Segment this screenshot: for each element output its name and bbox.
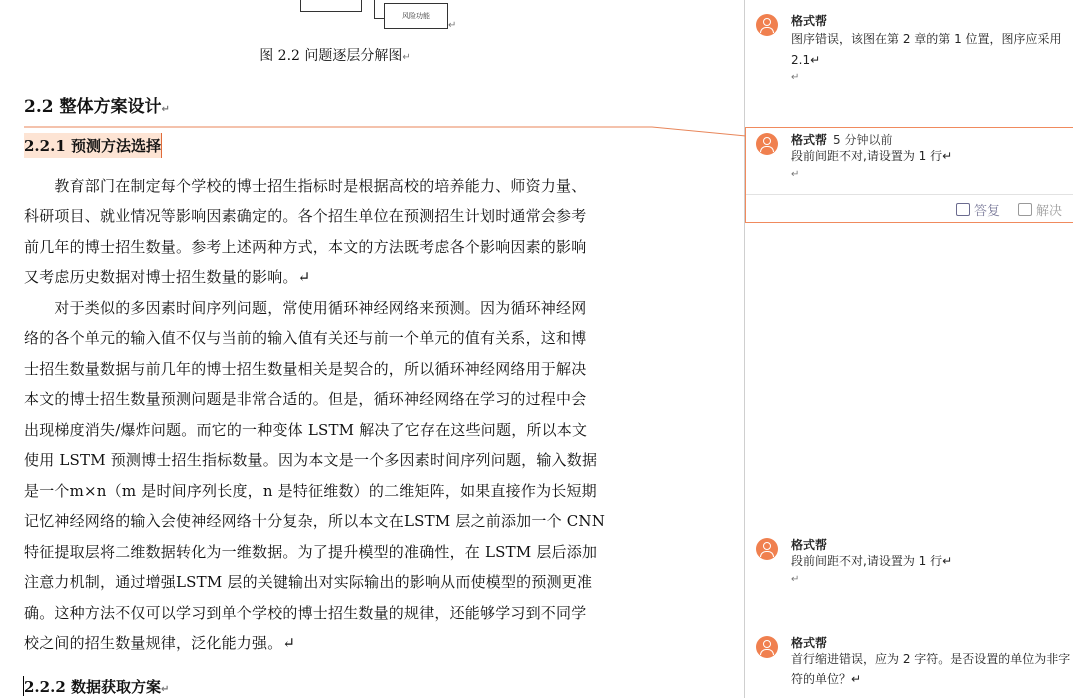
avatar [756, 133, 778, 155]
comment-text: 图序错误，该图在第 2 章的第 1 位置，图序应采用 2.1↵ [791, 32, 1062, 67]
figure-caption-text: 图 2.2 问题逐层分解图 [259, 48, 403, 64]
section-heading-text: 2.2 整体方案设计 [24, 97, 162, 117]
body-text-line[interactable]: 确。这种方法不仅可以学习到单个学校的博士招生数量的规律，还能够学习到不同学 [24, 604, 587, 622]
subsection-heading-text: 2.2.2 数据获取方案 [24, 678, 161, 696]
body-text-line[interactable]: 士招生数量数据与前几年的博士招生数量相关是契合的，所以循环神经网络用于解决 [24, 360, 587, 378]
comment-author-name: 格式帮 [791, 133, 828, 147]
body-text-line[interactable]: 注意力机制，通过增强LSTM 层的关键输出对实际输出的影响从而使模型的预测更准 [24, 573, 593, 591]
divider [746, 194, 1073, 195]
comment-timestamp: 5 分钟以前 [833, 133, 893, 147]
reply-icon [956, 203, 970, 216]
body-text-line[interactable]: 出现梯度消失/爆炸问题。而它的一种变体 LSTM 解决了它存在这些问题，所以本文 [24, 421, 588, 439]
diagram-box-risk-function: 风险功能 [384, 3, 448, 29]
body-text-line[interactable]: 是一个m×n（m 是时间序列长度，n 是特征维数）的二维矩阵，如果直接作为长短期 [24, 482, 597, 500]
body-text-line[interactable]: 使用 LSTM 预测博士招生指标数量。因为本文是一个多因素时间序列问题，输入数据 [24, 451, 598, 469]
diagram-box [300, 0, 362, 12]
comment-text: 首行缩进错误，应为 2 字符。是否设置的单位为非字符的单位？↵ [791, 652, 1071, 686]
body-text-line[interactable]: 本文的博士招生数量预测问题是非常合适的。但是，循环神经网络在学习的过程中会 [24, 390, 587, 408]
section-heading-2-2[interactable] [24, 92, 170, 117]
comment-author: 格式帮 [791, 538, 828, 552]
body-text-line[interactable]: 记忆神经网络的输入会使神经网络十分复杂，所以本文在LSTM 层之前添加一个 CNN [24, 512, 606, 530]
avatar [756, 636, 778, 658]
body-text-line[interactable]: 络的各个单元的输入值不仅与当前的输入值有关还与前一个单元的值有关系，这和博 [24, 329, 587, 347]
avatar [756, 14, 778, 36]
diagram-connector-line [374, 0, 375, 18]
subsection-heading-text: 2.2.1 预测方法选择 [24, 137, 161, 155]
body-text-line[interactable]: 教育部门在制定每个学校的博士招生指标时是根据高校的培养能力、师资力量、 [24, 177, 587, 195]
body-text-line[interactable]: 对于类似的多因素时间序列问题，常使用循环神经网络来预测。因为循环神经网 [24, 299, 587, 317]
paragraph-mark: ↵ [791, 72, 800, 83]
comment-author: 格式帮 [791, 636, 828, 650]
body-text-line[interactable]: 科研项目、就业情况等影响因素确定的。各个招生单位在预测招生计划时通常会参考 [24, 207, 587, 225]
comment-author: 格式帮 [791, 14, 828, 28]
paragraph-mark: ↵ [161, 104, 170, 115]
body-text-line[interactable]: 又考虑历史数据对博士招生数量的影响。↵ [24, 268, 311, 286]
resolve-label: 解决 [1036, 204, 1063, 219]
diagram-connector-line [374, 18, 384, 19]
body-text-line[interactable]: 特征提取层将二维数据转化为一维数据。为了提升模型的准确性，在 LSTM 层后添加 [24, 543, 598, 561]
body-text-line[interactable]: 前几年的博士招生数量。参考上述两种方式，本文的方法既考虑各个影响因素的影响 [24, 238, 587, 256]
subsection-heading-2-2-2[interactable] [24, 676, 169, 697]
comment-margin-pane [744, 0, 1074, 698]
paragraph-mark: ↵ [402, 52, 411, 63]
paragraph-mark: ↵ [791, 574, 800, 585]
comment-text: 段前间距不对,请设置为 1 行↵ [791, 149, 953, 163]
resolve-button[interactable] [1018, 200, 1062, 219]
reply-label: 答复 [974, 204, 1001, 219]
comment-text: 段前间距不对,请设置为 1 行↵ [791, 554, 953, 568]
decomposition-diagram [298, 0, 468, 34]
avatar [756, 538, 778, 560]
paragraph-mark: ↵ [448, 20, 457, 31]
paragraph-mark: ↵ [160, 684, 170, 695]
body-text-line[interactable]: 校之间的招生数量规律，泛化能力强。↵ [24, 634, 296, 652]
commented-heading-2-2-1[interactable] [24, 133, 162, 158]
reply-button[interactable] [956, 200, 1000, 219]
resolve-icon [1018, 203, 1032, 216]
figure-caption[interactable] [0, 45, 670, 65]
paragraph-mark: ↵ [791, 169, 800, 180]
